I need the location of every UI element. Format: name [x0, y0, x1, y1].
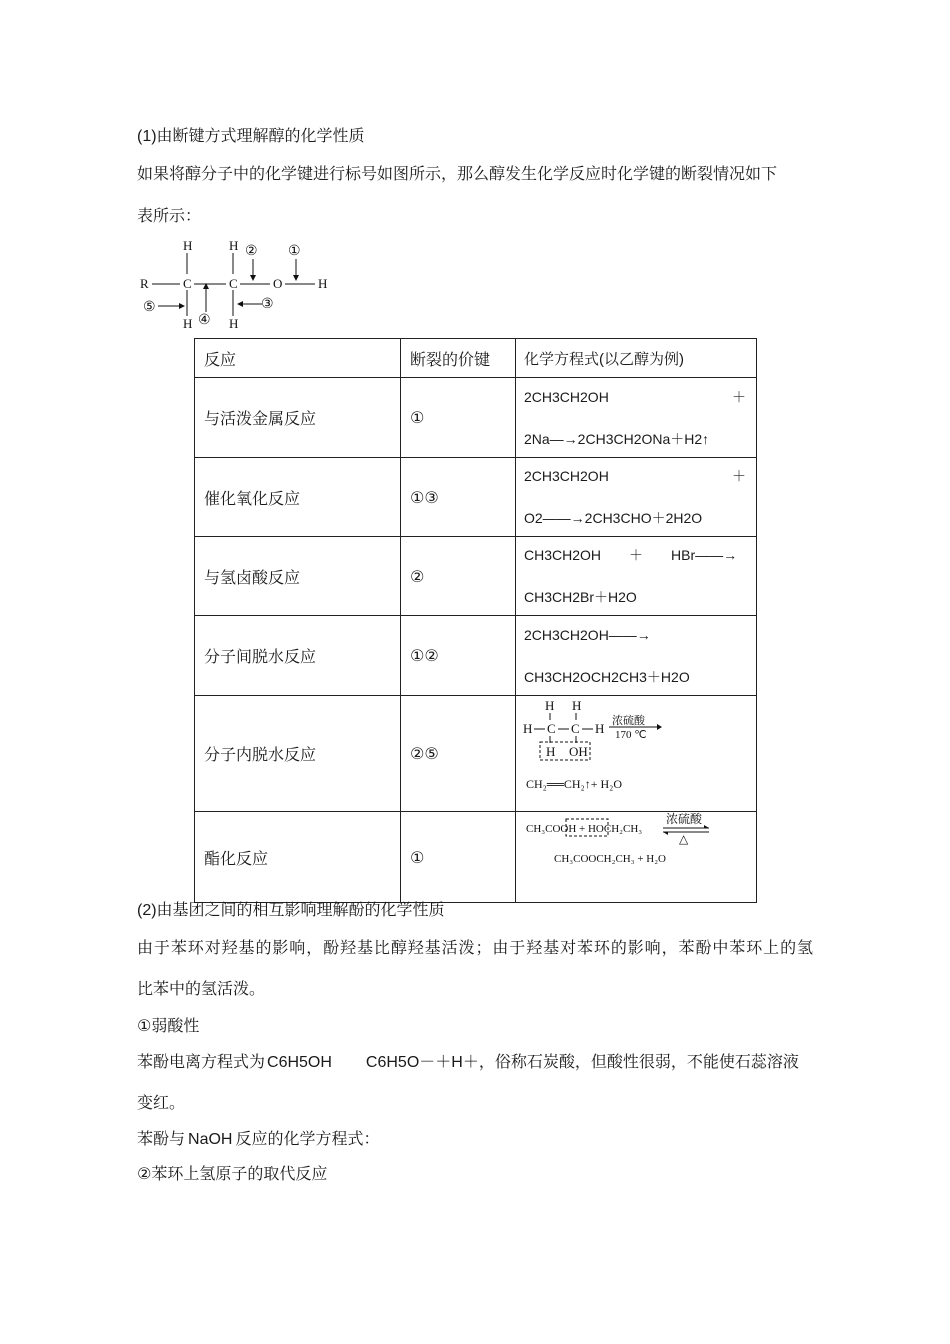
atom-c-2: C — [229, 276, 238, 291]
atom-h: H — [545, 698, 555, 713]
atom-oh: OH — [569, 744, 588, 759]
reaction-cell: 催化氧化反应 — [195, 458, 401, 537]
atom-h-top-2: H — [229, 238, 239, 253]
equation-cell — [516, 812, 757, 903]
product: CH₃COOCH₂CH₃ + H₂O — [554, 853, 666, 865]
header-equation: 化学方程式(以乙醇为例) — [516, 339, 757, 378]
reaction-cell: 酯化反应 — [195, 812, 401, 903]
alcohol-structure-diagram — [136, 236, 336, 336]
equation-plus: ＋ — [732, 468, 746, 484]
equation-line-2: O2――→2CH3CHO＋2H2O — [524, 510, 703, 526]
atom-h-top-1: H — [183, 238, 193, 253]
table-row — [195, 458, 757, 537]
atom-h: H — [595, 721, 605, 736]
bonds-cell: ①③ — [401, 458, 516, 537]
reaction-cell: 分子间脱水反应 — [195, 616, 401, 696]
ionization-line: 苯酚电离方程式为 C6H5OH C6H5O－＋H＋，俗称石炭酸，但酸性很弱，不能使石蕊溶液 — [137, 1052, 799, 1071]
phenol-line-1: 由于苯环对羟基的影响，酚羟基比醇羟基活泼；由于羟基对苯环的影响，苯酚中苯环上的氢 — [137, 938, 813, 957]
dehydration-equation-image — [516, 696, 756, 808]
equation-line-1: 2CH3CH2OH――→ — [524, 626, 651, 643]
equation-cell — [516, 696, 757, 812]
table-header-row — [195, 339, 757, 378]
reaction-cell: 与氢卤酸反应 — [195, 537, 401, 616]
header-bonds: 断裂的价键 — [401, 339, 516, 378]
atom-h: H — [546, 744, 556, 759]
condition-bottom: 170 ℃ — [615, 729, 647, 741]
condition-bottom: △ — [679, 832, 689, 846]
bonds-cell: ②⑤ — [401, 696, 516, 812]
reactants: CH₃COOH + HOCH₂CH₃ — [526, 823, 643, 835]
table-row — [195, 616, 757, 696]
bond-label-4: ④ — [198, 313, 211, 328]
equation-cell — [516, 458, 757, 537]
equation-cell — [516, 616, 757, 696]
equation-line-1: CH3CH2OH ＋ HBr――→ — [524, 547, 738, 563]
atom-o: O — [273, 276, 283, 291]
atom-r: R — [140, 276, 149, 291]
bonds-cell: ① — [401, 812, 516, 903]
equation-line-2: CH3CH2OCH2CH3＋H2O — [524, 668, 690, 685]
phenol-line-2: 比苯中的氢活泼。 — [137, 979, 266, 998]
condition-top: 浓硫酸 — [666, 812, 703, 826]
atom-h-hydroxyl: H — [318, 276, 328, 291]
condition-top: 浓硫酸 — [612, 715, 645, 727]
atom-c: C — [547, 721, 556, 736]
section2-title: (2)由基团之间的相互影响理解酚的化学性质 — [137, 902, 445, 919]
bond-label-2: ② — [245, 244, 258, 259]
bonds-cell: ① — [401, 378, 516, 458]
bonds-cell: ② — [401, 537, 516, 616]
section1-title: (1)由断键方式理解醇的化学性质 — [137, 128, 365, 145]
bonds-cell: ①② — [401, 616, 516, 696]
header-reaction: 反应 — [195, 339, 401, 378]
bond-label-3: ③ — [261, 297, 274, 312]
substitution-title: ②苯环上氢原子的取代反应 — [137, 1164, 328, 1183]
table-row — [195, 696, 757, 812]
ionization-line-2: 变红。 — [137, 1093, 186, 1112]
intro-line-1: 如果将醇分子中的化学键进行标号如图所示，那么醇发生化学反应时化学键的断裂情况如下 — [137, 164, 778, 183]
atom-c: C — [571, 721, 580, 736]
equation-cell — [516, 378, 757, 458]
equation-line-2: 2Na―→2CH3CH2ONa＋H2↑ — [524, 430, 710, 447]
esterification-equation-image — [516, 812, 756, 899]
weak-acid-title: ①弱酸性 — [137, 1016, 200, 1035]
bond-label-1: ① — [288, 244, 301, 259]
reaction-cell: 分子内脱水反应 — [195, 696, 401, 812]
product: CH₂══CH₂↑+ H₂O — [526, 777, 622, 791]
table-row — [195, 812, 757, 903]
reaction-table — [194, 338, 757, 903]
naoh-line: 苯酚与 NaOH 反应的化学方程式： — [137, 1129, 380, 1148]
atom-h: H — [572, 698, 582, 713]
equation-cell — [516, 537, 757, 616]
atom-c-1: C — [183, 276, 192, 291]
equation-line-2: CH3CH2Br＋H2O — [524, 589, 637, 605]
reaction-cell: 与活泼金属反应 — [195, 378, 401, 458]
bond-label-5: ⑤ — [143, 300, 156, 315]
table-row — [195, 378, 757, 458]
equation-line-1: 2CH3CH2OH — [524, 468, 609, 484]
atom-h: H — [523, 721, 533, 736]
atom-h-bottom-2: H — [229, 316, 239, 331]
intro-line-2: 表所示： — [137, 206, 202, 225]
equation-plus: ＋ — [732, 388, 746, 405]
equation-line-1: 2CH3CH2OH — [524, 388, 609, 405]
table-row — [195, 537, 757, 616]
atom-h-bottom-1: H — [183, 316, 193, 331]
